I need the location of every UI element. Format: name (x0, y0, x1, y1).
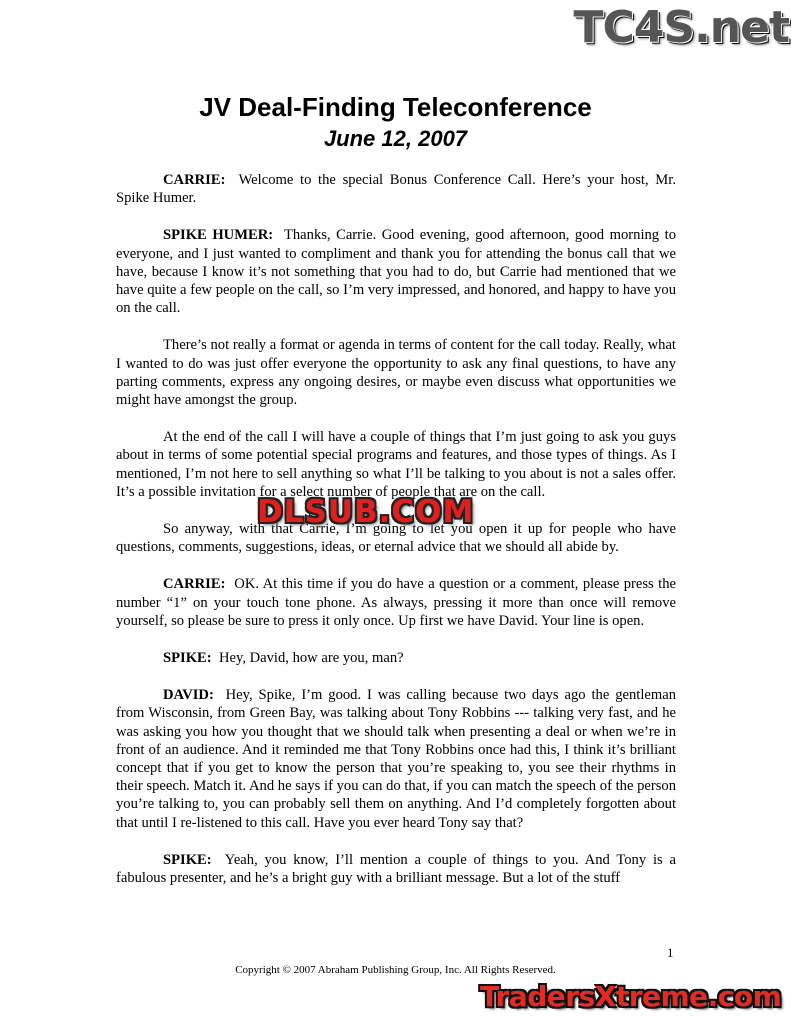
speaker-name: SPIKE: (163, 650, 212, 667)
transcript-paragraph (116, 686, 676, 832)
dlsub-watermark: DLSUB.COM (257, 494, 475, 530)
copyright-notice: Copyright © 2007 Abraham Publishing Group, Inc. All Rights Reserved. (235, 964, 556, 976)
document-date: June 12, 2007 (323, 126, 468, 151)
speaker-name: CARRIE: (163, 576, 226, 593)
speaker-name: DAVID: (163, 687, 214, 704)
transcript-paragraph (116, 851, 676, 887)
transcript-paragraph (116, 171, 676, 207)
transcript-paragraph (116, 649, 676, 667)
page-number: 1 (667, 945, 674, 960)
tradersxtreme-logo: TradersXtreme.com (480, 980, 782, 1013)
speaker-name: SPIKE: (163, 851, 212, 868)
transcript-paragraph (116, 336, 676, 409)
document-title: JV Deal-Finding Teleconference (199, 92, 592, 122)
paragraph-text: OK. At this time if you do have a question or a comment, please press the number “1” on your touch tone phone. As always, pressing it more than once will remove yourself, so please be sure to press it only once. Up first we have David. Your line is open. (116, 576, 676, 629)
transcript-body (116, 171, 676, 906)
transcript-paragraph (116, 226, 676, 317)
speaker-name: SPIKE HUMER: (163, 227, 274, 244)
paragraph-text: There’s not really a format or agenda in terms of content for the call today. Really, what I wanted to do was just offer everyone the opportunity to ask any final questions, to have any parting comments, express any ongoing desires, or maybe even discuss what opportunities we might have amongst the group. (116, 337, 676, 409)
paragraph-text: At the end of the call I will have a couple of things that I’m just going to ask you guys about in terms of some potential special programs and features, and those types of things. As I mentioned, I’m not here to sell anything so what I’ll be talking to you about is not a sales offer. It’s a possible invitation for a select number of people that are on the call. (116, 429, 676, 500)
speaker-name: CARRIE: (163, 172, 226, 188)
paragraph-text: So anyway, with that Carrie, I’m going to let you open it up for people who have questions, comments, suggestions, ideas, or eternal advice that we should all abide by. (116, 521, 676, 556)
transcript-paragraph (116, 575, 676, 630)
paragraph-text: Hey, Spike, I’m good. I was calling because two days ago the gentleman from Wisconsin, from Green Bay, was talking about Tony Robbins --- talking very fast, and he was asking you how you thought that we should talk when presenting a deal or when we’re in front of an audience. And it reminded me that Tony Robbins once had this, I think it’s brilliant concept that if you get to know the person that you’re speaking to, you see their rhythms in their speech. Match it. And he says if you can do that, if you can match the speech of the person you’re talking to, you can probably sell them on anything. And I’d completely forgotten about that until I re-listened to this call. Have you ever heard Tony say that? (116, 687, 676, 831)
paragraph-text: Hey, David, how are you, man? (218, 650, 404, 667)
paragraph-text: Yeah, you know, I’ll mention a couple of things to you. And Tony is a fabulous presenter, and he’s a bright guy with a brilliant message. But a lot of the stuff (116, 851, 676, 887)
tc4s-logo: TC4S.net (573, 2, 789, 53)
transcript-paragraph (116, 428, 676, 501)
paragraph-text: Welcome to the special Bonus Conference Call. Here’s your host, Mr. Spike Humer. (116, 172, 676, 207)
paragraph-text: Thanks, Carrie. Good evening, good afternoon, good morning to everyone, and I just wanted to compliment and thank you for attending the bonus call that we have, because I know it’s not something that you had to do, but Carrie had mentioned that we have quite a few people on the call, so I’m very impressed, and honored, and happy to have you on the call. (116, 227, 676, 317)
